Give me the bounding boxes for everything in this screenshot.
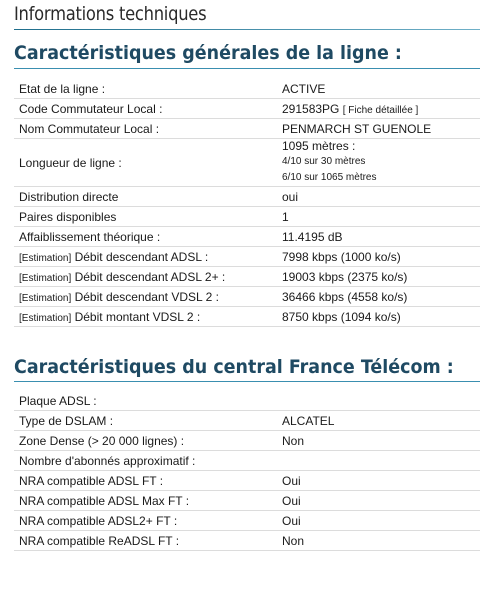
table-row xyxy=(14,247,480,267)
row-label: Zone Dense (> 20 000 lignes) : xyxy=(14,431,276,451)
line-section-heading: Caractéristiques générales de la ligne : xyxy=(14,42,402,64)
line-info-table xyxy=(14,79,480,327)
row-value xyxy=(276,391,480,411)
row-value: 7998 kbps (1000 ko/s) xyxy=(276,247,480,267)
row-value: 36466 kbps (4558 ko/s) xyxy=(276,287,480,307)
row-value: 8750 kbps (1094 ko/s) xyxy=(276,307,480,327)
table-row xyxy=(14,391,480,411)
line-length-detail: 6/10 sur 1065 mètres xyxy=(282,172,377,183)
estimation-tag: [Estimation] xyxy=(19,272,72,284)
row-value: Oui xyxy=(276,491,480,511)
row-label: NRA compatible ADSL Max FT : xyxy=(14,491,276,511)
row-value: ALCATEL xyxy=(276,411,480,431)
row-label: Paires disponibles xyxy=(14,207,276,227)
title-divider xyxy=(14,29,480,30)
row-value: 1095 mètres : xyxy=(282,139,356,153)
row-value-container xyxy=(276,139,480,187)
table-row xyxy=(14,119,480,139)
row-label: Nom Commutateur Local : xyxy=(14,119,276,139)
table-row xyxy=(14,431,480,451)
row-label: Etat de la ligne : xyxy=(14,79,276,99)
page-title: Informations techniques xyxy=(14,3,207,25)
row-value: Non xyxy=(276,531,480,551)
row-value: Oui xyxy=(276,471,480,491)
row-value: Oui xyxy=(276,511,480,531)
row-label: Distribution directe xyxy=(14,187,276,207)
estimation-tag: [Estimation] xyxy=(19,292,72,304)
row-value: 11.4195 dB xyxy=(276,227,480,247)
row-label-container xyxy=(14,287,276,307)
row-label: Débit montant VDSL 2 : xyxy=(74,309,201,324)
row-value: 19003 kbps (2375 ko/s) xyxy=(276,267,480,287)
row-label-container xyxy=(14,307,276,327)
table-row xyxy=(14,451,480,471)
table-row xyxy=(14,227,480,247)
row-label: Affaiblissement théorique : xyxy=(14,227,276,247)
row-label-container xyxy=(14,247,276,267)
row-label: Plaque ADSL : xyxy=(14,391,276,411)
row-value: Non xyxy=(276,431,480,451)
row-value: 291583PG xyxy=(282,101,340,116)
row-label: Débit descendant ADSL 2+ : xyxy=(74,269,226,284)
row-value: oui xyxy=(276,187,480,207)
row-label: Longueur de ligne : xyxy=(14,139,276,187)
table-row xyxy=(14,79,480,99)
row-value xyxy=(276,451,480,471)
row-value: PENMARCH ST GUENOLE xyxy=(276,119,480,139)
table-row xyxy=(14,267,480,287)
table-row xyxy=(14,287,480,307)
row-label: Code Commutateur Local : xyxy=(14,99,276,119)
row-value: ACTIVE xyxy=(276,79,480,99)
estimation-tag: [Estimation] xyxy=(19,252,72,264)
row-value-container xyxy=(276,99,480,119)
table-row xyxy=(14,491,480,511)
line-length-detail: 4/10 sur 30 mètres xyxy=(282,156,366,167)
table-row xyxy=(14,139,480,187)
row-label: NRA compatible ADSL FT : xyxy=(14,471,276,491)
table-row xyxy=(14,187,480,207)
central-section-divider xyxy=(14,381,480,382)
table-row xyxy=(14,531,480,551)
central-section-heading: Caractéristiques du central France Télécom : xyxy=(14,356,454,378)
row-label: Débit descendant ADSL : xyxy=(74,249,209,264)
table-row xyxy=(14,207,480,227)
row-label: Type de DSLAM : xyxy=(14,411,276,431)
fiche-detaillee-link[interactable]: [ Fiche détaillée ] xyxy=(342,104,419,116)
row-label: NRA compatible ADSL2+ FT : xyxy=(14,511,276,531)
table-row xyxy=(14,511,480,531)
row-label: Débit descendant VDSL 2 : xyxy=(74,289,219,304)
row-label: Nombre d'abonnés approximatif : xyxy=(14,451,276,471)
row-label-container xyxy=(14,267,276,287)
central-info-table xyxy=(14,391,480,551)
table-row xyxy=(14,307,480,327)
table-row xyxy=(14,471,480,491)
line-section-divider xyxy=(14,68,480,69)
table-row xyxy=(14,411,480,431)
estimation-tag: [Estimation] xyxy=(19,312,72,324)
row-value: 1 xyxy=(276,207,480,227)
table-row xyxy=(14,99,480,119)
row-label: NRA compatible ReADSL FT : xyxy=(14,531,276,551)
